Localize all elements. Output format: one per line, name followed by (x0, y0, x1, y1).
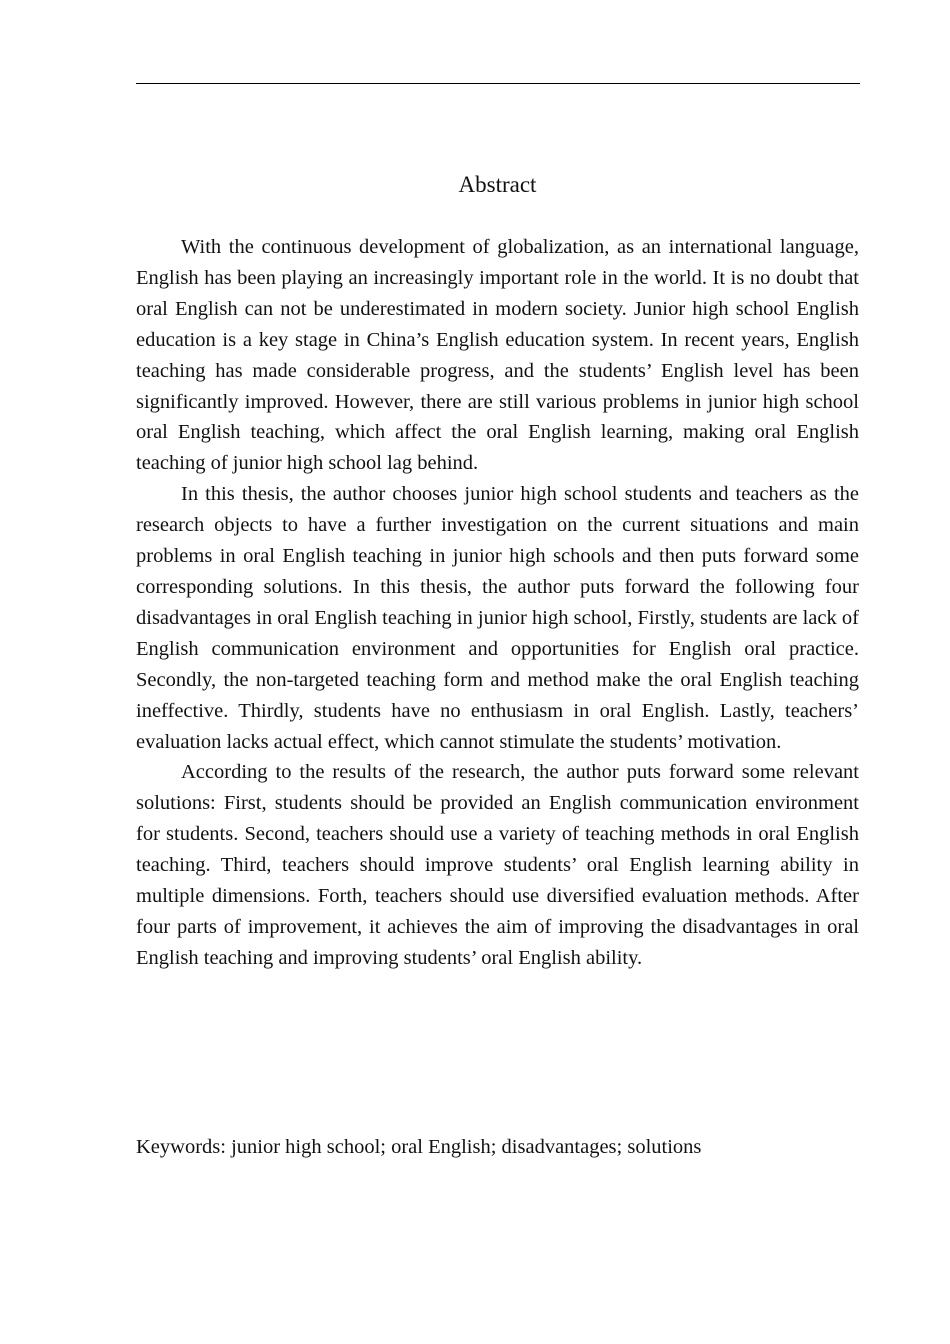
abstract-paragraph-2: In this thesis, the author chooses junior high school students and teachers as the research objects to have a further investigation on the current situations and main problems in oral English teaching in junior high schools and then puts forward some corresponding solutions. In this thesis, the author puts forward the following four disadvantages in oral English teaching in junior high school, Firstly, students are lack of English communication environment and opportunities for English oral practice. Secondly, the non-targeted teaching form and method make the oral English teaching ineffective. Thirdly, students have no enthusiasm in oral English. Lastly, teachers’ evaluation lacks actual effect, which cannot stimulate the students’ motivation. (136, 483, 859, 753)
keywords-line: Keywords: junior high school; oral English; disadvantages; solutions (136, 1136, 702, 1158)
abstract-section (136, 168, 859, 974)
abstract-paragraph-1: With the continuous development of globalization, as an international language, English has been playing an increasingly important role in the world. It is no doubt that oral English can not be underestimated in modern society. Junior high school English education is a key stage in China’s English education system. In recent years, English teaching has made considerable progress, and the students’ English level has been significantly improved. However, there are still various problems in junior high school oral English teaching, which affect the oral English learning, making oral English teaching of junior high school lag behind. (136, 236, 859, 475)
abstract-paragraph-3: According to the results of the research, the author puts forward some relevant solutions: First, students should be provided an English communication environment for students. Second, teachers should use a variety of teaching methods in oral English teaching. Third, teachers should improve students’ oral English learning ability in multiple dimensions. Forth, teachers should use diversified evaluation methods. After four parts of improvement, it achieves the aim of improving the disadvantages in oral English teaching and improving students’ oral English ability. (136, 761, 859, 969)
header-rule (136, 83, 860, 84)
abstract-title: Abstract (458, 172, 537, 197)
